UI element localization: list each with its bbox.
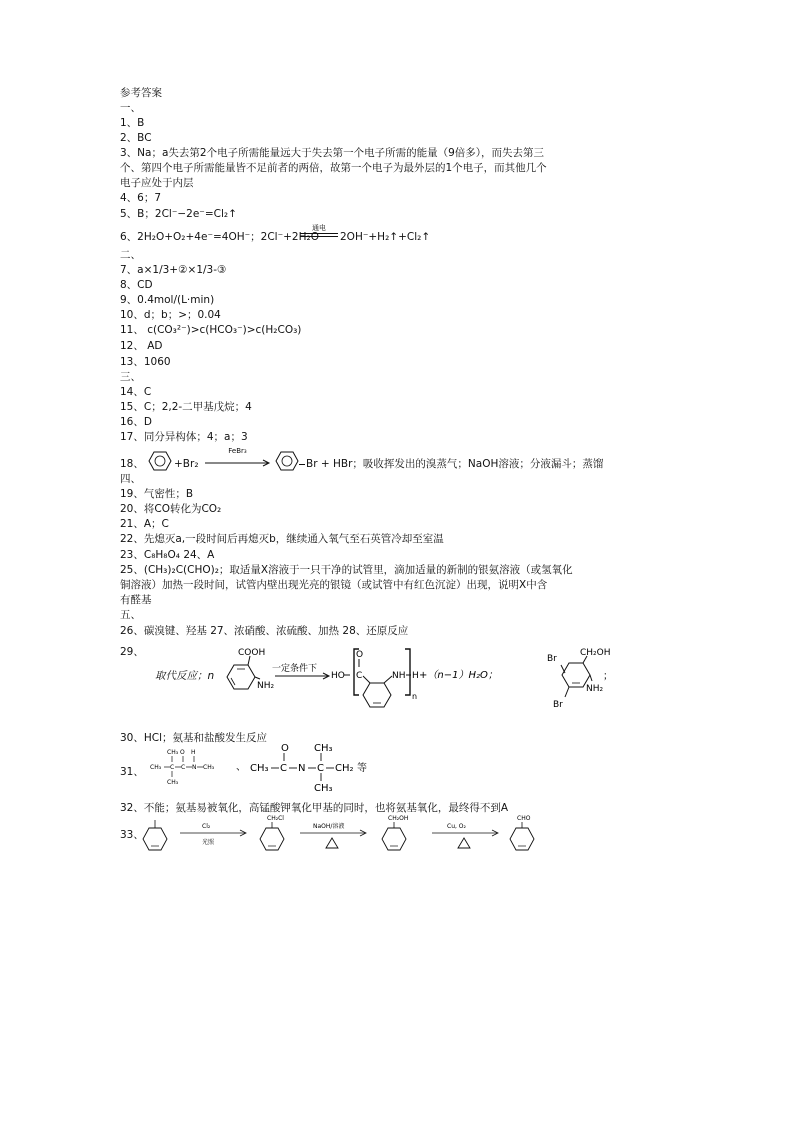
section-five: 五、 (120, 609, 141, 621)
page-title: 参考答案 (120, 87, 162, 99)
answer-3-line2: 个、第四个电子所需能量皆不足前者的两倍，故第一个电子为最外层的1个电子，而其他几个 (120, 162, 547, 174)
answer-22: 22、先熄灭a,一段时间后再熄灭b，继续通入氧气至石英管冷却至室温 (120, 533, 444, 545)
answer-23-24: 23、C₈H₈O₄ 24、A (120, 549, 215, 561)
answer-18-catalyst: FeBr₃ (228, 447, 247, 455)
answer-20: 20、将CO转化为CO₂ (120, 503, 222, 515)
answer-11: 11、 c(CO₃²⁻)>c(HCO₃⁻)>c(H₂CO₃) (120, 324, 302, 336)
bromobenzene-ring-icon (275, 450, 299, 472)
step1-bottom: 光照 (202, 839, 215, 846)
answer-12: 12、 AD (120, 340, 163, 352)
s2-c: C (280, 763, 287, 774)
answer-25-line3: 有醛基 (120, 594, 152, 606)
answer-31-number: 31、 (120, 766, 144, 778)
answer-9: 9、0.4mol/(L·min) (120, 294, 215, 306)
answer-30: 30、HCl；氨基和盐酸发生反应 (120, 732, 268, 744)
cooh-label: COOH (238, 648, 266, 658)
answer-29-structures (220, 645, 640, 713)
bromo-bond-line (299, 464, 305, 465)
s1-h: H (191, 749, 196, 756)
answer-14: 14、C (120, 386, 152, 398)
s1-c1: C (170, 764, 175, 771)
br-top-label: Br (547, 654, 557, 664)
br-bottom-label: Br (553, 700, 563, 710)
answer-18-product: Br + HBr；吸收挥发出的溴蒸气；NaOH溶液；分液漏斗；蒸馏 (306, 458, 604, 470)
answer-31-tail: 等 (357, 763, 367, 774)
answer-21: 21、A；C (120, 518, 169, 530)
step2-top: NaOH/溶液 (313, 823, 345, 830)
answer-15: 15、C；2,2-二甲基戊烷；4 (120, 401, 252, 413)
answer-25-line1: 25、(CH₃)₂C(CHO)₂；取适量X溶液于一只干净的试管里，滴加适量的新制的银氨溶液（或氢氧化 (120, 564, 573, 576)
answer-8: 8、CD (120, 279, 153, 291)
answer-7: 7、a×1/3+②×1/3-③ (120, 264, 227, 276)
answer-5: 5、B；2Cl⁻−2e⁻=Cl₂↑ (120, 208, 237, 220)
answer-19: 19、气密性；B (120, 488, 194, 500)
s2-c2: C (317, 763, 324, 774)
step3-top: Cu, O₂ (447, 823, 466, 830)
answer-2: 2、BC (120, 132, 152, 144)
s2-ch3-bottom: CH₃ (314, 783, 333, 792)
s1-o: O (180, 749, 185, 756)
answer-18-number: 18、 (120, 458, 144, 470)
answer-6-condition: 通电 (312, 224, 326, 232)
s1-ch3-bottom: CH₃ (167, 779, 179, 786)
answer-6-part1: 6、2H₂O+O₂+4e⁻=4OH⁻；2Cl⁻+2H₂O (120, 231, 319, 243)
answer-29-text: 取代反应；n (155, 670, 215, 682)
s2-ch3-left: CH₃ (250, 763, 269, 774)
answer-33-scheme (140, 812, 560, 862)
s2-ch3-top: CH₃ (314, 743, 333, 754)
section-one: 一、 (120, 102, 141, 114)
answer-29-semicolon: ； (603, 671, 613, 682)
s1-ch3-right: CH₃ (203, 764, 215, 771)
heat-triangle-icon-2 (458, 838, 470, 848)
answer-16: 16、D (120, 416, 152, 428)
s1-n: N (192, 764, 197, 771)
carbonyl-o-label: O (356, 650, 364, 660)
h-label: H (412, 671, 419, 681)
ch2cl-label: CH₂Cl (267, 815, 284, 822)
answer-1: 1、B (120, 117, 145, 129)
toluene-ring (143, 828, 167, 850)
s2-o: O (281, 743, 289, 754)
answer-3-line3: 电子应处于内层 (120, 177, 194, 189)
answer-33-number: 33、 (120, 829, 144, 841)
s2-n: N (298, 763, 306, 774)
answer-26-28: 26、碳溴键、羟基 27、浓硝酸、浓硫酸、加热 28、还原反应 (120, 625, 409, 637)
nh2-label: NH₂ (257, 681, 275, 691)
section-two: 二、 (120, 249, 141, 261)
answer-29-tail: +（n−1）H₂O； (419, 670, 498, 681)
benzene-ring-icon (148, 450, 172, 472)
s2-ch2: CH₂ (335, 763, 354, 774)
step1-top: Cl₂ (202, 823, 211, 830)
s1-c2: C (181, 764, 186, 771)
answer-25-line2: 铜溶液）加热一段时间，试管内壁出现光亮的银镜（或试管中有红色沉淀）出现，说明X中含 (120, 579, 548, 591)
s1-ch3-top: CH₃ (167, 749, 179, 756)
answer-31-structure-2 (250, 742, 380, 792)
nh2-ring-label: NH₂ (586, 684, 604, 694)
carbonyl-c-label: C (356, 671, 363, 681)
ch2oh-label: CH₂OH (580, 648, 611, 658)
answer-29-number: 29、 (120, 646, 144, 658)
answer-32: 32、不能；氨基易被氧化，高锰酸钾氧化甲基的同时，也将氨基氧化，最终得不到A (120, 802, 509, 814)
answer-31-separator: 、 (236, 762, 246, 773)
n-subscript: n (412, 692, 418, 701)
answer-29-condition: 一定条件下 (272, 664, 318, 674)
nh-label: NH (392, 671, 406, 681)
answer-13: 13、1060 (120, 356, 171, 368)
answer-6-equals-sign (300, 233, 338, 237)
section-three: 三、 (120, 371, 141, 383)
heat-triangle-icon (326, 838, 338, 848)
s1-ch3-left: CH₃ (150, 764, 162, 771)
answer-4: 4、6；7 (120, 192, 162, 204)
anthranilic-ring (227, 665, 255, 689)
answer-18-reagent: +Br₂ (174, 458, 199, 470)
cho-label: CHO (517, 815, 531, 822)
ho-label: HO (331, 671, 345, 681)
answer-17: 17、同分异构体；4；a；3 (120, 431, 248, 443)
reaction-arrow-icon (205, 459, 271, 467)
section-four: 四、 (120, 473, 141, 485)
answer-10: 10、d；b；>；0.04 (120, 309, 221, 321)
answer-6 (120, 231, 319, 244)
answer-6-part2: 2OH⁻+H₂↑+Cl₂↑ (340, 231, 431, 243)
ch2oh-label-2: CH₂OH (388, 815, 409, 822)
answer-3-line1: 3、Na；a失去第2个电子所需能量远大于失去第一个电子所需的能量（9倍多），而失去第三 (120, 147, 545, 159)
